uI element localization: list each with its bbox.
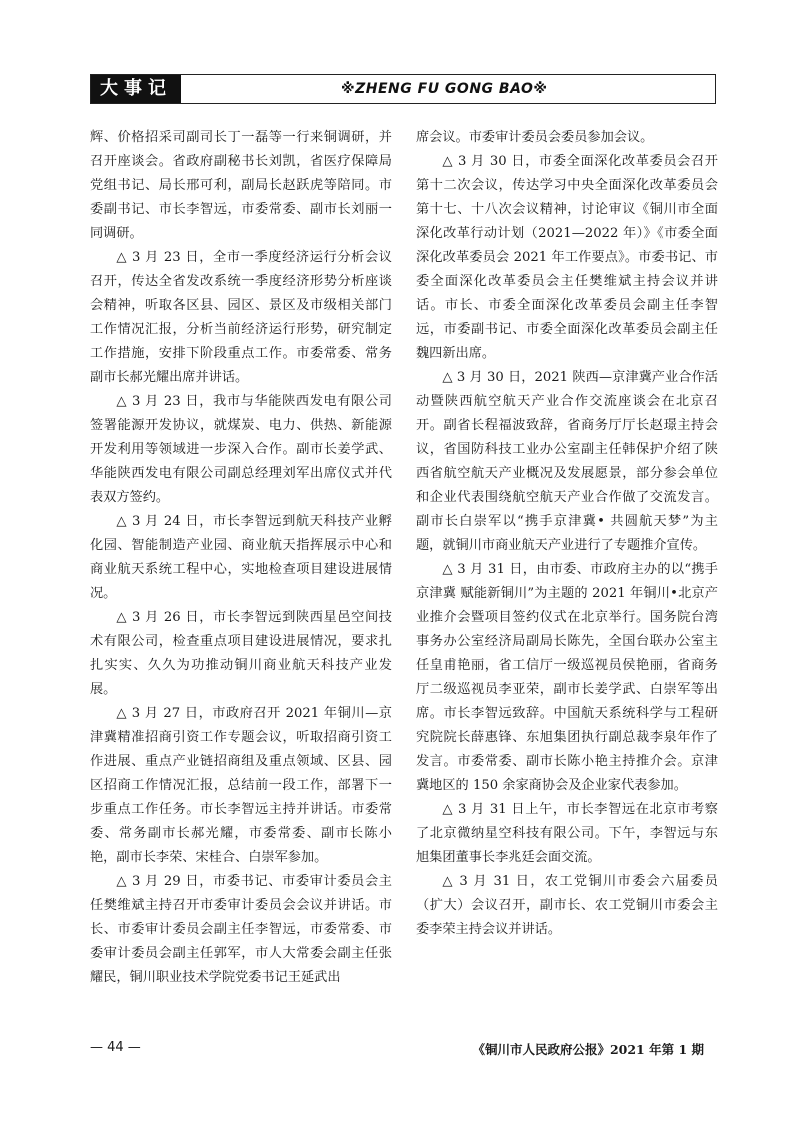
journal-title: ※ZHENG FU GONG BAO※ — [341, 81, 548, 97]
paragraph: △ 3 月 23 日，我市与华能陕西发电有限公司签署能源开发协议，就煤炭、电力、供热、新能源开发利用等领域进一步深入合作。副市长姜学武、华能陕西发电有限公司副总经理刘军出席仪式并代表双方签约。 — [90, 394, 392, 505]
paragraph: △ 3 月 31 日，由市委、市政府主办的以“携手京津冀 赋能新铜川”为主题的 2021 年铜川•北京产业推介会暨项目签约仪式在北京举行。国务院台湾事务办公室经济局副局长陈先，全国台联办公室主任皇甫艳丽，省工信厅一级巡视员侯艳丽，省商务厅二级巡视员李亚荣，副市长姜学武、白崇军等出席。市长李智远致辞。中国航天系统科学与工程研究院院长薛惠锋、东旭集团执行副总裁李泉年作了发言。市委常委、副市长陈小艳主持推介会。京津冀地区的 150 余家商协会及企业家代表参加。 — [416, 562, 718, 793]
paragraph: △ 3 月 24 日，市长李智远到航天科技产业孵化园、智能制造产业园、商业航天指挥展示中心和商业航天系统工程中心，实地检查项目建设进展情况。 — [90, 514, 392, 601]
paragraph: 席会议。市委审计委员会委员参加会议。 — [416, 130, 654, 145]
left-column — [90, 126, 392, 990]
paragraph: △ 3 月 27 日，市政府召开 2021 年铜川—京津冀精准招商引资工作专题会议，听取招商引资工作进展、重点产业链招商组及重点领域、区县、园区招商工作情况汇报，总结前一段工作，部署下一步重点工作任务。市长李智远主持并讲话。市委常委、常务副市长郝光耀，市委常委、副市长陈小艳，副市长李荣、宋桂合、白崇军参加。 — [90, 706, 392, 865]
paragraph: 辉、价格招采司副司长丁一磊等一行来铜调研，并召开座谈会。省政府副秘书长刘凯，省医疗保障局党组书记、局长邢可利，副局长赵跃虎等陪同。市委副书记、市长李智远，市委常委、副市长刘丽一同调研。 — [90, 130, 392, 241]
section-label: 大事记 — [91, 75, 181, 103]
publication-title: 《铜川市人民政府公报》2021 年第 1 期 — [472, 1042, 704, 1057]
paragraph: △ 3 月 30 日，2021 陕西—京津冀产业合作活动暨陕西航空航天产业合作交流座谈会在北京召开。副省长程福波致辞，省商务厅厅长赵璟主持会议，省国防科技工业办公室副主任韩保护介绍了陕西省航空航天产业概况及发展愿景，部分参会单位和企业代表围绕航空航天产业合作做了交流发言。副市长白崇军以“携手京津冀• 共圆航天梦”为主题，就铜川市商业航天产业进行了专题推介宣传。 — [416, 370, 718, 553]
paragraph: △ 3 月 30 日，市委全面深化改革委员会召开第十二次会议，传达学习中央全面深化改革委员会第十七、十八次会议精神，讨论审议《铜川市全面深化改革行动计划（2021—2022 年）》《市委全面深化改革委员会 2021 年工作要点》。市委书记、市委全面深化改革委员会主任樊维斌主持会议并讲话。市长、市委全面深化改革委员会副主任李智远，市委副书记、市委全面深化改革委员会副主任魏四新出席。 — [416, 154, 718, 361]
paragraph: △ 3 月 26 日，市长李智远到陕西星邑空间技术有限公司，检查重点项目建设进展情况，要求扎扎实实、久久为功推动铜川商业航天科技产业发展。 — [90, 610, 392, 697]
paragraph: △ 3 月 31 日，农工党铜川市委会六届委员（扩大）会议召开，副市长、农工党铜川市委会主委李荣主持会议并讲话。 — [416, 874, 718, 937]
paragraph: △ 3 月 29 日，市委书记、市委审计委员会主任樊维斌主持召开市委审计委员会会议并讲话。市长、市委审计委员会副主任李智远，市委常委、市委审计委员会副主任郭军，市人大常委会副主任张耀民，铜川职业技术学院党委书记王延武出 — [90, 874, 392, 985]
paragraph: △ 3 月 31 日上午，市长李智远在北京市考察了北京微纳星空科技有限公司。下午，李智远与东旭集团董事长李兆廷会面交流。 — [416, 802, 718, 865]
page-header — [90, 74, 716, 104]
paragraph: △ 3 月 23 日，全市一季度经济运行分析会议召开，传达全省发改系统一季度经济形势分析座谈会精神，听取各区县、园区、景区及市级相关部门工作情况汇报，分析当前经济运行形势，研究制定工作措施，安排下阶段重点工作。市委常委、常务副市长郝光耀出席并讲话。 — [90, 250, 392, 385]
right-column — [416, 126, 718, 942]
page-number: — 44 — — [90, 1040, 141, 1055]
